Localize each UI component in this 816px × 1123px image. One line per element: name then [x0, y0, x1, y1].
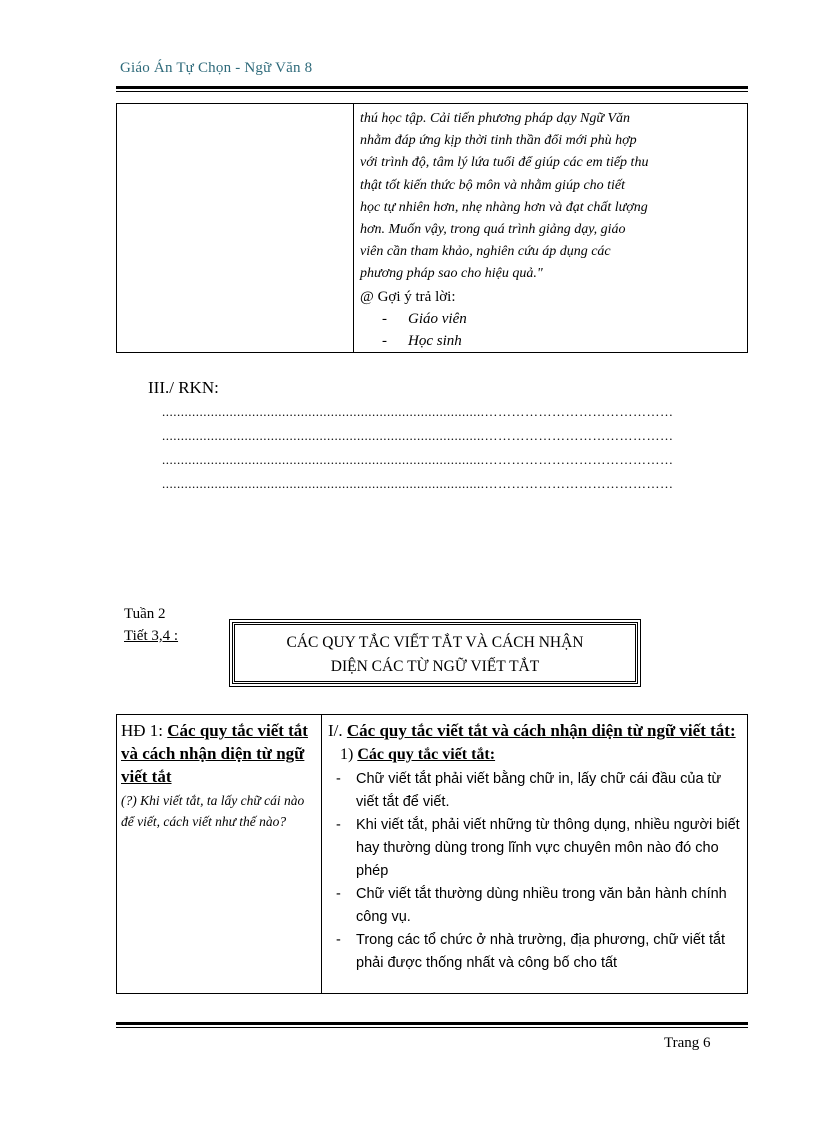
section-title — [328, 719, 743, 742]
footer-rule-thin — [116, 1027, 748, 1028]
activity-name: Các quy tắc viết tắt và cách nhận diện từ ngữ viết tắt — [121, 721, 308, 786]
quote-line: học tự nhiên hơn, nhẹ nhàng hơn và đạt chất lượng — [360, 199, 648, 215]
answer-text: Học sinh — [408, 332, 462, 349]
lesson-title-line: DIỆN CÁC TỪ NGỮ VIẾT TẮT — [330, 658, 540, 675]
dash-bullet: - — [336, 932, 341, 948]
lesson-title-line: CÁC QUY TẮC VIẾT TẮT VÀ CÁCH NHẬN — [286, 634, 584, 651]
footer-rule — [116, 1022, 748, 1025]
subsection-title — [340, 744, 743, 766]
dash-bullet: - — [336, 817, 341, 833]
answer-item — [360, 308, 741, 330]
header-rule — [116, 86, 748, 89]
activity-table — [116, 714, 748, 994]
rule-text: Chữ viết tắt thường dùng nhiều trong văn bản hành chính công vụ. — [356, 886, 727, 925]
section-name: Các quy tắc viết tắt và cách nhận diện từ ngữ viết tắt: — [346, 721, 736, 740]
quote-line: với trình độ, tâm lý lứa tuổi để giúp các em tiếp thu — [360, 155, 649, 171]
rule-item — [328, 929, 743, 975]
subsection-name: Các quy tắc viết tắt: — [357, 746, 496, 763]
page-number: Trang 6 — [664, 1035, 711, 1051]
dotted-line: ......................................................................................…………………………………… — [162, 404, 674, 419]
answer-text: Giáo viên — [408, 310, 467, 327]
table1-left-cell — [117, 104, 354, 353]
rkn-heading: III./ RKN: — [148, 378, 219, 397]
quote-line: thật tốt kiến thức bộ môn và nhằm giúp cho tiết — [360, 177, 626, 193]
activity-prefix: HĐ 1: — [121, 721, 168, 740]
table1-right-cell — [354, 104, 748, 353]
rule-item — [328, 883, 743, 929]
answer-hint: @ Gợi ý trả lời: — [360, 288, 456, 305]
lesson-title-box — [232, 622, 638, 684]
rule-text: Trong các tổ chức ở nhà trường, địa phương, chữ viết tắt phải được thống nhất và công bố cho tất — [356, 932, 726, 971]
rule-text: Chữ viết tắt phải viết bằng chữ in, lấy chữ cái đầu của từ viết tắt để viết. — [356, 771, 722, 810]
dotted-line: ......................................................................................…………………………………… — [162, 476, 674, 491]
week-label: Tuần 2 — [124, 606, 166, 622]
section-prefix: I/. — [328, 721, 347, 740]
dash-bullet: - — [336, 886, 341, 902]
rule-item — [328, 768, 743, 814]
activity-cell — [117, 715, 322, 994]
activity-question: (?) Khi viết tắt, ta lấy chữ cái nào để viết, cách viết như thế nào? — [121, 793, 305, 829]
content-cell — [322, 715, 748, 994]
quote-line: phương pháp sao cho hiệu quả." — [360, 266, 543, 282]
quote-line: nhằm đáp ứng kịp thời tinh thần đổi mới phù hợp — [360, 133, 637, 149]
activity-title — [121, 719, 317, 788]
dotted-line: ......................................................................................…………………………………… — [162, 452, 674, 467]
quote-line: viên cần tham khảo, nghiên cứu áp dụng các — [360, 244, 611, 260]
header-rule-thin — [116, 91, 748, 92]
quote-line: hơn. Muốn vậy, trong quá trình giảng dạy, giáo — [360, 222, 626, 238]
answer-item — [360, 330, 741, 352]
rule-text: Khi viết tắt, phải viết những từ thông dụng, nhiều người biết hay thường dùng trong lĩnh vực chuyên môn nào đó cho phép — [356, 817, 740, 879]
lesson-label: Tiết 3,4 : — [124, 628, 179, 644]
activity-table-continued — [116, 103, 748, 353]
dash-bullet: - — [382, 310, 387, 327]
rule-item — [328, 814, 743, 883]
quote-line: thú học tập. Cải tiến phương pháp dạy Ngữ Văn — [360, 111, 631, 126]
dotted-line: ......................................................................................…………………………………… — [162, 428, 674, 443]
subsection-prefix: 1) — [340, 746, 358, 763]
dash-bullet: - — [336, 771, 341, 787]
header-title: Giáo Án Tự Chọn - Ngữ Văn 8 — [120, 60, 313, 76]
dash-bullet: - — [382, 332, 387, 349]
